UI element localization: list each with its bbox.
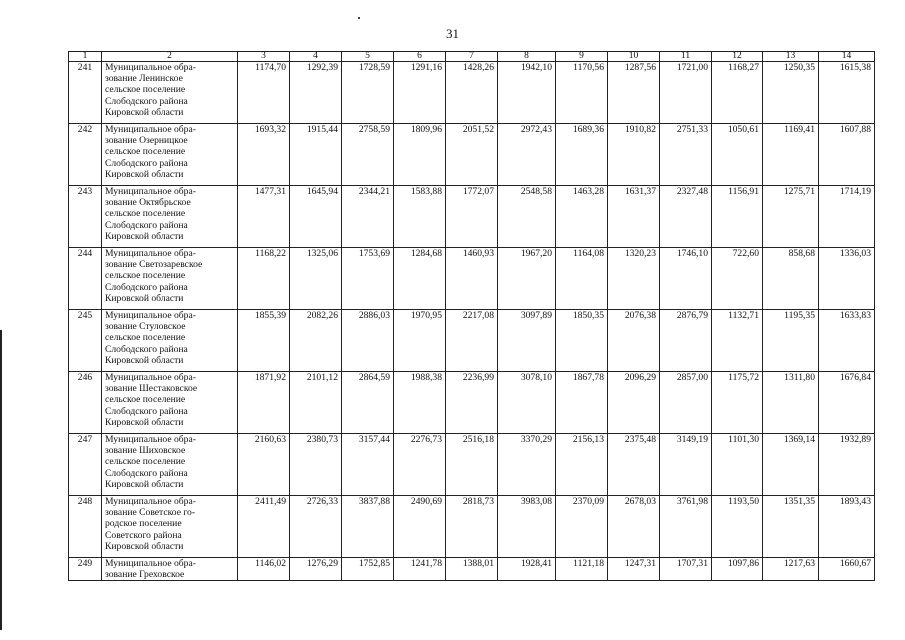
value-cell: 1320,23 <box>608 248 660 310</box>
value-cell: 1693,32 <box>238 124 290 186</box>
value-cell: 1292,39 <box>290 62 342 124</box>
value-cell: 1728,59 <box>342 62 394 124</box>
header-cell: 8 <box>498 52 556 62</box>
value-cell: 1311,80 <box>763 372 819 434</box>
row-number: 249 <box>69 558 102 581</box>
name-line: сельское поселение <box>105 270 186 282</box>
value-cell: 2101,12 <box>290 372 342 434</box>
value-cell: 1809,96 <box>394 124 446 186</box>
value-cell: 1970,95 <box>394 310 446 372</box>
value-cell: 1871,92 <box>238 372 290 434</box>
value-cell: 1772,07 <box>446 186 498 248</box>
value-cell: 2758,59 <box>342 124 394 186</box>
value-cell: 1351,35 <box>763 496 819 558</box>
value-cell: 1915,44 <box>290 124 342 186</box>
name-line: зование Греховское <box>105 569 185 581</box>
name-line: Муниципальное обра- <box>105 310 196 321</box>
name-line: Слободского района <box>105 467 188 479</box>
row-number: 245 <box>69 310 102 372</box>
name-line: Муниципальное обра- <box>105 248 196 259</box>
value-cell: 2972,43 <box>498 124 556 186</box>
value-cell: 1132,71 <box>712 310 763 372</box>
name-line: зование Ленинское <box>105 73 183 85</box>
value-cell: 1241,78 <box>394 558 446 581</box>
value-cell: 1463,28 <box>556 186 608 248</box>
header-cell: 14 <box>819 52 875 62</box>
value-cell: 2375,48 <box>608 434 660 496</box>
name-line: Муниципальное обра- <box>105 124 196 135</box>
table-row <box>69 372 875 434</box>
value-cell: 1753,69 <box>342 248 394 310</box>
row-number: 243 <box>69 186 102 248</box>
municipality-name <box>102 496 238 558</box>
value-cell: 2548,58 <box>498 186 556 248</box>
value-cell: 1287,56 <box>608 62 660 124</box>
value-cell: 3837,88 <box>342 496 394 558</box>
name-line: Муниципальное обра- <box>105 558 196 569</box>
table-row <box>69 558 875 581</box>
header-cell: 4 <box>290 52 342 62</box>
name-line: Муниципальное обра- <box>105 372 196 383</box>
municipality-name <box>102 558 238 581</box>
value-cell: 3983,08 <box>498 496 556 558</box>
municipality-name <box>102 124 238 186</box>
table-row <box>69 124 875 186</box>
row-number: 246 <box>69 372 102 434</box>
value-cell: 3149,19 <box>660 434 712 496</box>
header-cell: 1 <box>69 52 102 62</box>
value-cell: 1174,70 <box>238 62 290 124</box>
value-cell: 2678,03 <box>608 496 660 558</box>
value-cell: 1676,84 <box>819 372 875 434</box>
municipality-name <box>102 186 238 248</box>
value-cell: 3157,44 <box>342 434 394 496</box>
value-cell: 1097,86 <box>712 558 763 581</box>
name-line: сельское поселение <box>105 332 186 344</box>
value-cell: 1168,27 <box>712 62 763 124</box>
value-cell: 1583,88 <box>394 186 446 248</box>
name-line: Муниципальное обра- <box>105 434 196 445</box>
name-line: Кировской области <box>105 540 184 552</box>
value-cell: 2156,13 <box>556 434 608 496</box>
value-cell: 1460,93 <box>446 248 498 310</box>
name-line: Кировской области <box>105 416 184 428</box>
value-cell: 1746,10 <box>660 248 712 310</box>
value-cell: 1855,39 <box>238 310 290 372</box>
municipality-name <box>102 310 238 372</box>
value-cell: 2864,59 <box>342 372 394 434</box>
name-line: Советского района <box>105 529 182 541</box>
scan-left-edge <box>0 330 2 630</box>
value-cell: 2327,48 <box>660 186 712 248</box>
row-number: 242 <box>69 124 102 186</box>
name-line: Слободского района <box>105 219 188 231</box>
value-cell: 1633,83 <box>819 310 875 372</box>
name-line: сельское поселение <box>105 208 186 220</box>
name-line: Кировской области <box>105 106 184 118</box>
table-row <box>69 434 875 496</box>
value-cell: 1101,30 <box>712 434 763 496</box>
value-cell: 2344,21 <box>342 186 394 248</box>
value-cell: 1932,89 <box>819 434 875 496</box>
value-cell: 2160,63 <box>238 434 290 496</box>
header-cell: 2 <box>102 52 238 62</box>
value-cell: 1707,31 <box>660 558 712 581</box>
name-line: зование Шестаковское <box>105 383 198 395</box>
name-line: зование Советское го- <box>105 507 196 519</box>
name-line: зование Стуловское <box>105 321 186 333</box>
value-cell: 1942,10 <box>498 62 556 124</box>
value-cell: 2516,18 <box>446 434 498 496</box>
table-row <box>69 248 875 310</box>
value-cell: 2818,73 <box>446 496 498 558</box>
value-cell: 1195,35 <box>763 310 819 372</box>
value-cell: 2876,79 <box>660 310 712 372</box>
value-cell: 2380,73 <box>290 434 342 496</box>
header-row <box>69 52 875 62</box>
municipality-name <box>102 62 238 124</box>
value-cell: 1388,01 <box>446 558 498 581</box>
value-cell: 1336,03 <box>819 248 875 310</box>
name-line: Слободского района <box>105 281 188 293</box>
value-cell: 1867,78 <box>556 372 608 434</box>
name-line: сельское поселение <box>105 456 186 468</box>
value-cell: 1615,38 <box>819 62 875 124</box>
value-cell: 1193,50 <box>712 496 763 558</box>
row-number: 247 <box>69 434 102 496</box>
value-cell: 1850,35 <box>556 310 608 372</box>
value-cell: 3078,10 <box>498 372 556 434</box>
name-line: Кировской области <box>105 354 184 366</box>
header-cell: 5 <box>342 52 394 62</box>
value-cell: 1607,88 <box>819 124 875 186</box>
value-cell: 2751,33 <box>660 124 712 186</box>
value-cell: 2096,29 <box>608 372 660 434</box>
name-line: Кировской области <box>105 292 184 304</box>
name-line: Кировской области <box>105 168 184 180</box>
row-number: 241 <box>69 62 102 124</box>
value-cell: 1752,85 <box>342 558 394 581</box>
value-cell: 1928,41 <box>498 558 556 581</box>
name-line: Кировской области <box>105 230 184 242</box>
row-number: 248 <box>69 496 102 558</box>
header-cell: 13 <box>763 52 819 62</box>
name-line: зование Озерницкое <box>105 135 188 147</box>
value-cell: 3761,98 <box>660 496 712 558</box>
municipality-name <box>102 248 238 310</box>
value-cell: 2886,03 <box>342 310 394 372</box>
value-cell: 1325,06 <box>290 248 342 310</box>
value-cell: 1721,00 <box>660 62 712 124</box>
name-line: зование Светозаревское <box>105 259 203 271</box>
value-cell: 858,68 <box>763 248 819 310</box>
name-line: зование Октябрьское <box>105 197 191 209</box>
table-body <box>69 62 875 581</box>
name-line: Кировской области <box>105 478 184 490</box>
value-cell: 1689,36 <box>556 124 608 186</box>
value-cell: 1631,37 <box>608 186 660 248</box>
municipality-name <box>102 372 238 434</box>
value-cell: 1175,72 <box>712 372 763 434</box>
value-cell: 2411,49 <box>238 496 290 558</box>
value-cell: 1477,31 <box>238 186 290 248</box>
header-cell: 11 <box>660 52 712 62</box>
scan-speck <box>358 17 360 19</box>
table-row <box>69 310 875 372</box>
header-cell: 12 <box>712 52 763 62</box>
name-line: сельское поселение <box>105 394 186 406</box>
value-cell: 1645,94 <box>290 186 342 248</box>
municipality-name <box>102 434 238 496</box>
name-line: Слободского района <box>105 343 188 355</box>
name-line: Муниципальное обра- <box>105 186 196 197</box>
value-cell: 2236,99 <box>446 372 498 434</box>
value-cell: 2276,73 <box>394 434 446 496</box>
value-cell: 1164,08 <box>556 248 608 310</box>
data-table <box>68 51 875 581</box>
value-cell: 2082,26 <box>290 310 342 372</box>
value-cell: 2370,09 <box>556 496 608 558</box>
header-cell: 10 <box>608 52 660 62</box>
table-row <box>69 186 875 248</box>
value-cell: 1660,67 <box>819 558 875 581</box>
value-cell: 2857,00 <box>660 372 712 434</box>
value-cell: 1291,16 <box>394 62 446 124</box>
value-cell: 1910,82 <box>608 124 660 186</box>
value-cell: 2726,33 <box>290 496 342 558</box>
name-line: родское поселение <box>105 518 182 530</box>
value-cell: 1275,71 <box>763 186 819 248</box>
value-cell: 1050,61 <box>712 124 763 186</box>
value-cell: 1170,56 <box>556 62 608 124</box>
value-cell: 2490,69 <box>394 496 446 558</box>
value-cell: 1369,14 <box>763 434 819 496</box>
header-cell: 7 <box>446 52 498 62</box>
value-cell: 1428,26 <box>446 62 498 124</box>
value-cell: 1893,43 <box>819 496 875 558</box>
header-cell: 6 <box>394 52 446 62</box>
value-cell: 1988,38 <box>394 372 446 434</box>
value-cell: 1276,29 <box>290 558 342 581</box>
name-line: сельское поселение <box>105 146 186 158</box>
value-cell: 2076,38 <box>608 310 660 372</box>
value-cell: 1250,35 <box>763 62 819 124</box>
name-line: зование Шиховское <box>105 445 186 457</box>
value-cell: 1284,68 <box>394 248 446 310</box>
header-cell: 3 <box>238 52 290 62</box>
value-cell: 3097,89 <box>498 310 556 372</box>
name-line: Муниципальное обра- <box>105 62 196 73</box>
value-cell: 1714,19 <box>819 186 875 248</box>
name-line: Слободского района <box>105 95 188 107</box>
value-cell: 1168,22 <box>238 248 290 310</box>
header-cell: 9 <box>556 52 608 62</box>
name-line: сельское поселение <box>105 84 186 96</box>
table-row <box>69 62 875 124</box>
value-cell: 1169,41 <box>763 124 819 186</box>
value-cell: 1967,20 <box>498 248 556 310</box>
value-cell: 1247,31 <box>608 558 660 581</box>
value-cell: 1217,63 <box>763 558 819 581</box>
value-cell: 722,60 <box>712 248 763 310</box>
name-line: Слободского района <box>105 405 188 417</box>
value-cell: 1156,91 <box>712 186 763 248</box>
name-line: Муниципальное обра- <box>105 496 196 507</box>
name-line: Слободского района <box>105 157 188 169</box>
value-cell: 1146,02 <box>238 558 290 581</box>
value-cell: 1121,18 <box>556 558 608 581</box>
value-cell: 3370,29 <box>498 434 556 496</box>
table-row <box>69 496 875 558</box>
row-number: 244 <box>69 248 102 310</box>
value-cell: 2217,08 <box>446 310 498 372</box>
value-cell: 2051,52 <box>446 124 498 186</box>
page-number: 31 <box>446 26 459 41</box>
